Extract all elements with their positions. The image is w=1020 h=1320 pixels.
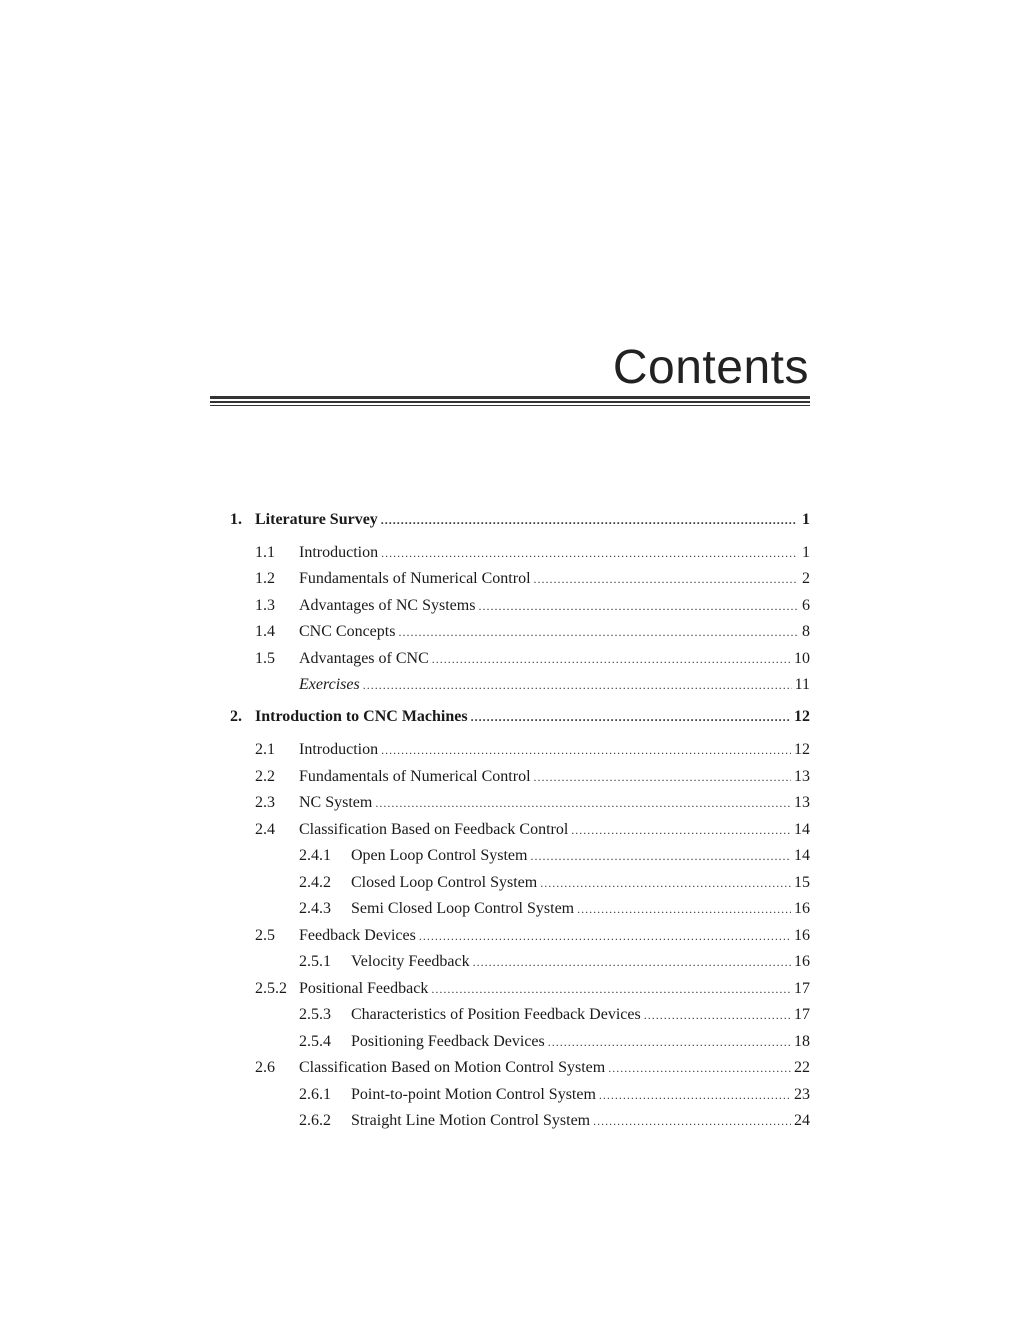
toc-number: 2.4.2 bbox=[299, 874, 331, 891]
toc-leader-dots bbox=[571, 819, 791, 841]
toc-title: Feedback Devices bbox=[299, 927, 416, 944]
toc-title: Positioning Feedback Devices bbox=[351, 1033, 545, 1050]
toc-title: Point-to-point Motion Control System bbox=[351, 1086, 596, 1103]
toc-entry-1-4[interactable] bbox=[230, 621, 810, 643]
toc-title: Advantages of CNC bbox=[299, 650, 429, 667]
toc-number: 1.1 bbox=[255, 544, 275, 561]
toc-leader-dots bbox=[398, 621, 797, 643]
toc-page-number: 14 bbox=[794, 821, 810, 838]
toc-leader-dots bbox=[478, 595, 797, 617]
toc-entry-2-4-1[interactable] bbox=[230, 845, 810, 867]
toc-entry-2-4-2[interactable] bbox=[230, 872, 810, 894]
toc-title: Closed Loop Control System bbox=[351, 874, 538, 891]
toc-leader-dots bbox=[644, 1004, 791, 1026]
toc-leader-dots bbox=[381, 542, 797, 564]
toc-page-number: 2 bbox=[802, 570, 810, 587]
toc-leader-dots bbox=[608, 1057, 791, 1079]
toc-title: Classification Based on Feedback Control bbox=[299, 821, 569, 838]
toc-title: Introduction to CNC Machines bbox=[255, 708, 468, 725]
toc-leader-dots bbox=[431, 978, 791, 1000]
toc-entry-1-1[interactable] bbox=[230, 542, 810, 564]
toc-title: Introduction bbox=[299, 741, 379, 758]
toc-title: NC System bbox=[299, 794, 373, 811]
toc-entry-2-5-3[interactable] bbox=[230, 1004, 810, 1026]
toc-title: Advantages of NC Systems bbox=[299, 597, 476, 614]
toc-entry-2-3[interactable] bbox=[230, 792, 810, 814]
title-underline-rule bbox=[210, 396, 810, 410]
toc-number: 1. bbox=[230, 511, 242, 528]
toc-page-number: 1 bbox=[802, 544, 810, 561]
toc-title: Characteristics of Position Feedback Devices bbox=[351, 1006, 641, 1023]
toc-entry-2-5-1[interactable] bbox=[230, 951, 810, 973]
toc-title: Semi Closed Loop Control System bbox=[351, 900, 575, 917]
toc-entry-2-6-2[interactable] bbox=[230, 1110, 810, 1132]
toc-number: 1.3 bbox=[255, 597, 275, 614]
toc-leader-dots bbox=[577, 898, 791, 920]
toc-page-number: 23 bbox=[794, 1086, 810, 1103]
toc-number: 2.4.1 bbox=[299, 847, 331, 864]
toc-title: CNC Concepts bbox=[299, 623, 396, 640]
toc-number: 1.2 bbox=[255, 570, 275, 587]
toc-page-number: 18 bbox=[794, 1033, 810, 1050]
toc-leader-dots bbox=[381, 739, 791, 761]
toc-title: Fundamentals of Numerical Control bbox=[299, 570, 531, 587]
toc-title: Velocity Feedback bbox=[351, 953, 470, 970]
toc-leader-dots bbox=[419, 925, 791, 947]
toc-leader-dots bbox=[599, 1084, 791, 1106]
toc-title: Introduction bbox=[299, 544, 379, 561]
toc-page-number: 1 bbox=[802, 511, 810, 528]
toc-page-number: 22 bbox=[794, 1059, 810, 1076]
toc-entry-2-2[interactable] bbox=[230, 766, 810, 788]
toc-number: 2.5.2 bbox=[255, 980, 287, 997]
toc-page-number: 16 bbox=[794, 953, 810, 970]
toc-page-number: 12 bbox=[794, 708, 810, 725]
toc-page-number: 13 bbox=[794, 768, 810, 785]
toc-entry-2-4-3[interactable] bbox=[230, 898, 810, 920]
toc-leader-dots bbox=[363, 674, 792, 696]
toc-leader-dots bbox=[593, 1110, 791, 1132]
page-title: Contents bbox=[612, 341, 809, 394]
toc-chapter-1[interactable] bbox=[230, 509, 810, 531]
toc-page-number: 11 bbox=[794, 676, 810, 693]
toc-number: 1.4 bbox=[255, 623, 275, 640]
toc-entry-2-6[interactable] bbox=[230, 1057, 810, 1079]
toc-title: Straight Line Motion Control System bbox=[351, 1112, 591, 1129]
toc-page-number: 10 bbox=[794, 650, 810, 667]
toc-title: Positional Feedback bbox=[299, 980, 429, 997]
toc-number: 2.5.1 bbox=[299, 953, 331, 970]
toc-title: Classification Based on Motion Control System bbox=[299, 1059, 606, 1076]
toc-number: 2.4 bbox=[255, 821, 275, 838]
toc-leader-dots bbox=[534, 766, 791, 788]
toc-number: 2.6.2 bbox=[299, 1112, 331, 1129]
toc-number: 2.6 bbox=[255, 1059, 275, 1076]
toc-page-number: 6 bbox=[802, 597, 810, 614]
toc-page-number: 24 bbox=[794, 1112, 810, 1129]
toc-page-number: 14 bbox=[794, 847, 810, 864]
toc-number: 2.1 bbox=[255, 741, 275, 758]
toc-page-number: 13 bbox=[794, 794, 810, 811]
toc-title: Literature Survey bbox=[255, 511, 378, 528]
toc-entry-2-5-2[interactable] bbox=[230, 978, 810, 1000]
toc-entry-1-5[interactable] bbox=[230, 648, 810, 670]
toc-number: 1.5 bbox=[255, 650, 275, 667]
toc-leader-dots bbox=[548, 1031, 791, 1053]
toc-title: Open Loop Control System bbox=[351, 847, 528, 864]
toc-entry-exercises[interactable] bbox=[230, 674, 810, 696]
toc-number: 2. bbox=[230, 708, 242, 725]
toc-page-number: 17 bbox=[794, 1006, 810, 1023]
toc-leader-dots bbox=[530, 845, 791, 867]
toc-chapter-2[interactable] bbox=[230, 706, 810, 728]
toc-number: 2.3 bbox=[255, 794, 275, 811]
toc-number: 2.6.1 bbox=[299, 1086, 331, 1103]
toc-leader-dots bbox=[534, 568, 797, 590]
toc-entry-2-6-1[interactable] bbox=[230, 1084, 810, 1106]
toc-entry-2-5[interactable] bbox=[230, 925, 810, 947]
toc-leader-dots bbox=[375, 792, 791, 814]
toc-entry-1-3[interactable] bbox=[230, 595, 810, 617]
toc-page-number: 8 bbox=[802, 623, 810, 640]
toc-page-number: 15 bbox=[794, 874, 810, 891]
toc-number: 2.5.4 bbox=[299, 1033, 331, 1050]
toc-entry-2-4[interactable] bbox=[230, 819, 810, 841]
toc-entry-1-2[interactable] bbox=[230, 568, 810, 590]
toc-number: 2.4.3 bbox=[299, 900, 331, 917]
toc-number: 2.2 bbox=[255, 768, 275, 785]
toc-page-number: 16 bbox=[794, 900, 810, 917]
toc-number: 2.5.3 bbox=[299, 1006, 331, 1023]
toc-page-number: 16 bbox=[794, 927, 810, 944]
toc-leader-dots bbox=[540, 872, 791, 894]
toc-title: Fundamentals of Numerical Control bbox=[299, 768, 531, 785]
toc-leader-dots bbox=[473, 951, 791, 973]
toc-page-number: 12 bbox=[794, 741, 810, 758]
toc-entry-2-1[interactable] bbox=[230, 739, 810, 761]
toc-page-number: 17 bbox=[794, 980, 810, 997]
toc-title: Exercises bbox=[299, 676, 360, 693]
toc-leader-dots bbox=[432, 648, 791, 670]
toc-entry-2-5-4[interactable] bbox=[230, 1031, 810, 1053]
toc-number: 2.5 bbox=[255, 927, 275, 944]
toc-leader-dots bbox=[471, 706, 791, 728]
toc-leader-dots bbox=[381, 509, 797, 531]
